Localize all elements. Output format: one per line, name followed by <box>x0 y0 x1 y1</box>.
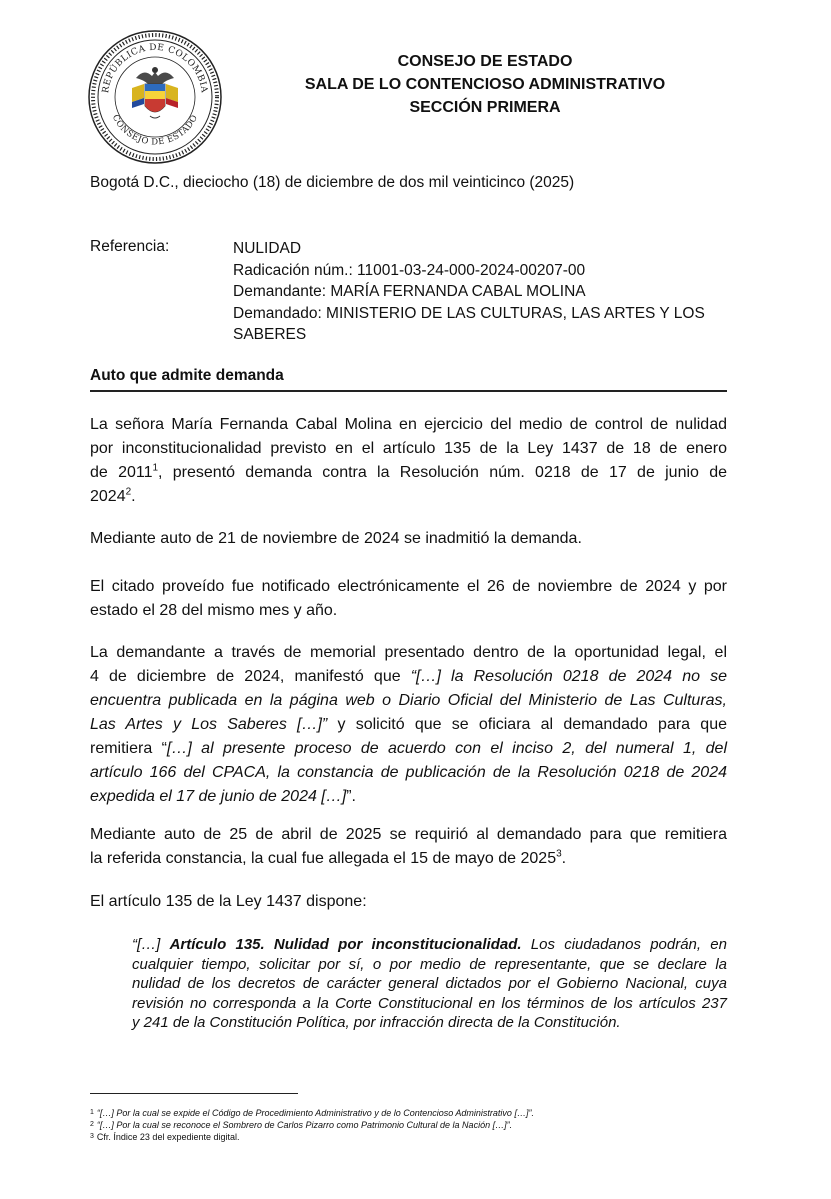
p1-line2: por inconstitucionalidad previsto en el artículo 135 de la Ley 1437 de 18 de enero <box>90 440 727 457</box>
p4-line7 <box>90 785 727 809</box>
header-line-section: SECCIÓN PRIMERA <box>409 99 561 116</box>
quote-line4: revisión no corresponda a la Corte Constitucional en los términos de los artículos 237 <box>132 994 727 1012</box>
p4-line4-quote: Las Artes y Los Saberes […]” <box>90 716 328 733</box>
quote-line3: nulidad de los decretos de carácter general dictados por el Gobierno Nacional, cuya <box>132 975 727 992</box>
p3-line2: estado el 28 del mismo mes y año. <box>90 602 338 619</box>
consejo-de-estado-seal <box>86 28 224 166</box>
p1-line4-text: 2024 <box>90 488 126 505</box>
footnote-3-number: 3 <box>90 1133 94 1140</box>
p5-line2-period: . <box>561 850 567 867</box>
footnote-ref-1[interactable]: 1 <box>152 462 159 474</box>
quote-line1-rest: Los ciudadanos podrán, en <box>521 936 727 953</box>
legal-quote <box>132 935 727 1033</box>
court-header <box>250 50 720 119</box>
footnote-1-number: 1 <box>90 1109 94 1116</box>
reference-type: NULIDAD <box>233 240 302 257</box>
footnote-ref-3[interactable]: 3 <box>556 848 562 860</box>
p4-line3 <box>90 689 727 713</box>
reference-demandante: Demandante: MARÍA FERNANDA CABAL MOLINA <box>233 283 586 300</box>
reference-label: Referencia: <box>90 238 170 255</box>
reference-demandado: Demandado: MINISTERIO DE LAS CULTURAS, LAS ARTES Y LOS <box>233 304 705 322</box>
paragraph-4 <box>90 641 727 809</box>
p4-line6-quote: artículo 166 del CPACA, la constancia de publicación de la Resolución 0218 de 2024 <box>90 764 727 781</box>
p4-line4 <box>90 713 727 737</box>
footnote-3-text: Cfr. Índice 23 del expediente digital. <box>96 1132 240 1142</box>
footnote-2-number: 2 <box>90 1121 94 1128</box>
paragraph-5 <box>90 823 727 871</box>
p1-line1: La señora María Fernanda Cabal Molina en ejercicio del medio de control de nulidad <box>90 416 727 433</box>
footnote-2 <box>90 1119 534 1131</box>
p3-line1: El citado proveído fue notificado electrónicamente el 26 de noviembre de 2024 y por <box>90 578 727 595</box>
footnote-ref-2[interactable]: 2 <box>125 486 132 498</box>
p1-line3-start: de 2011 <box>90 464 153 481</box>
p4-line3-quote: encuentra publicada en la página web o Diario Oficial del Ministerio de Las Culturas, <box>90 692 727 709</box>
paragraph-1 <box>90 413 727 509</box>
title-divider <box>90 390 727 392</box>
p4-line2-start: 4 de diciembre de 2024, manifestó que <box>90 668 411 685</box>
p6-line1: El artículo 135 de la Ley 1437 dispone: <box>90 893 367 910</box>
quote-line2: cualquier tiempo, solicitar por sí, o por medio de representante, que se declare la <box>132 955 727 973</box>
date-line: Bogotá D.C., dieciocho (18) de diciembre de dos mil veinticinco (2025) <box>90 174 575 191</box>
p1-line3-end: , presentó demanda contra la Resolución núm. 0218 de 17 de junio de <box>158 464 727 481</box>
p5-line2-text: la referida constancia, la cual fue allegada el 15 de mayo de 2025 <box>90 850 557 867</box>
footnote-1-text: “[…] Por la cual se expide el Código de Procedimiento Administrativo y de lo Contencioso Administrativo […]”. <box>96 1108 534 1118</box>
paragraph-3 <box>90 575 727 623</box>
seal-graphic <box>86 28 224 166</box>
section-title: Auto que admite demanda <box>90 367 284 384</box>
p4-line5 <box>90 737 727 761</box>
p2-line1: Mediante auto de 21 de noviembre de 2024 se inadmitió la demanda. <box>90 530 582 547</box>
footnote-1 <box>90 1107 534 1119</box>
footnote-divider <box>90 1093 298 1094</box>
p4-line5-quote: […] al presente proceso de acuerdo con el inciso 2, del numeral 1, del <box>166 740 727 757</box>
p1-line4-period: . <box>131 488 136 505</box>
seal-bottom-text: CONSEJO DE ESTADO <box>109 113 201 148</box>
footnote-2-text: “[…] Por la cual se reconoce el Sombrero de Carlos Pizarro como Patrimonio Cultural de la Nación […]”. <box>96 1120 513 1130</box>
p4-line7-quote: expedida el 17 de junio de 2024 […] <box>90 788 347 805</box>
p4-line1: La demandante a través de memorial presentado dentro de la oportunidad legal, el <box>90 644 727 661</box>
p4-line4-end: y solicitó que se oficiara al demandado para que <box>327 716 727 733</box>
quote-article-title: Artículo 135. Nulidad por inconstitucionalidad. <box>169 936 522 953</box>
p5-line1: Mediante auto de 25 de abril de 2025 se requirió al demandado para que remitiera <box>90 826 727 843</box>
p4-line2 <box>90 665 727 689</box>
p4-line6 <box>90 761 727 785</box>
seal-top-text: REPÚBLICA DE COLOMBIA <box>101 42 209 94</box>
coat-of-arms-icon <box>132 67 178 118</box>
footnotes <box>90 1107 534 1143</box>
quote-line1 <box>132 935 727 955</box>
p4-line7-end: ”. <box>346 788 356 805</box>
p1-line4 <box>90 485 727 509</box>
p4-line2-quote: “[…] la Resolución 0218 de 2024 no se <box>410 668 727 685</box>
reference-radicacion: Radicación núm.: 11001-03-24-000-2024-00207-00 <box>233 261 586 279</box>
header-line-court: CONSEJO DE ESTADO <box>397 53 573 70</box>
p1-line3 <box>90 461 727 485</box>
reference-block <box>233 238 733 346</box>
paragraph-2 <box>90 527 727 551</box>
paragraph-6 <box>90 890 727 914</box>
quote-open: “[…] <box>132 936 170 953</box>
p5-line2 <box>90 847 727 871</box>
quote-line5: y 241 de la Constitución Política, por infracción directa de la Constitución. <box>132 1014 621 1031</box>
reference-demandado-cont: SABERES <box>233 326 307 343</box>
footnote-3 <box>90 1131 534 1143</box>
header-line-chamber: SALA DE LO CONTENCIOSO ADMINISTRATIVO <box>304 76 666 93</box>
p4-line5-start: remitiera “ <box>90 740 167 757</box>
